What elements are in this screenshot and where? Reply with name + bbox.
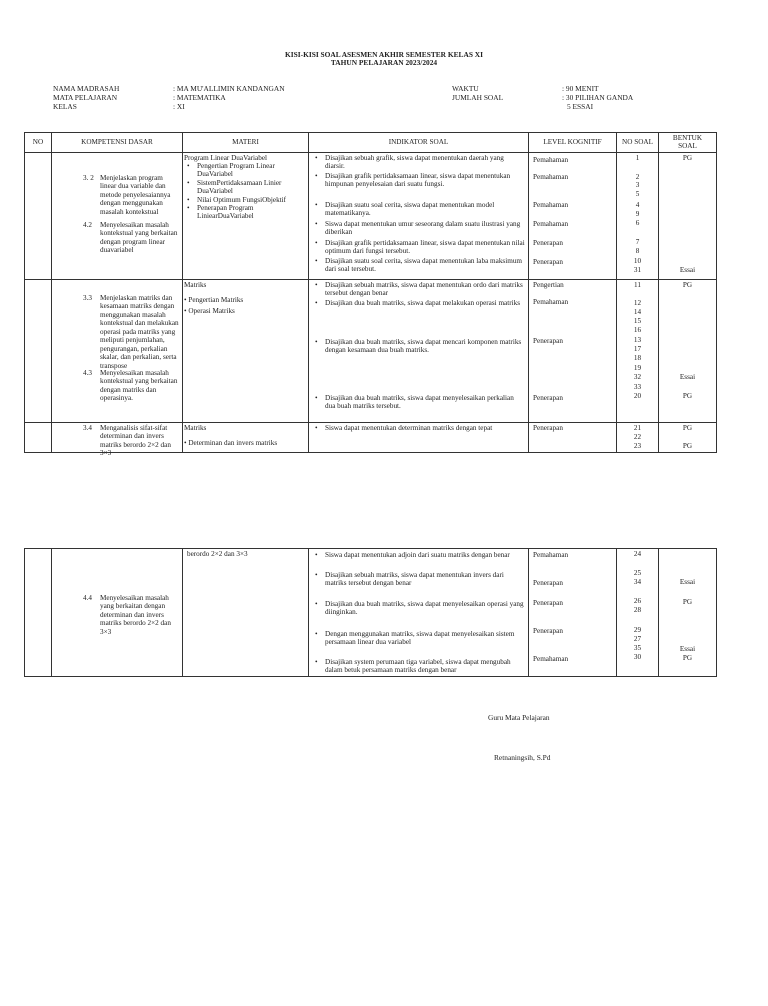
- no-soal: 16: [633, 326, 642, 334]
- signature-role: Guru Mata Pelajaran: [488, 713, 550, 722]
- indikator-item: • Disajikan dua buah matriks, siswa dapat menyelesaikan operasi yang diinginkan.: [325, 600, 525, 617]
- level-text: Pemahaman: [533, 551, 569, 559]
- no-soal: 35: [633, 644, 642, 652]
- no-soal: 25: [633, 569, 642, 577]
- bentuk-soal: PG: [682, 654, 693, 662]
- indikator-item: • Disajikan suatu soal cerita, siswa dapat menentukan laba maksimum dari soal tersebut.: [325, 257, 525, 274]
- kd-number: 4.2: [83, 221, 92, 229]
- level-text: Pemahaman: [533, 173, 569, 181]
- kd-number: 4.3: [83, 369, 92, 377]
- kisi-kisi-table-continued: [24, 548, 717, 677]
- no-soal: 9: [635, 210, 640, 218]
- no-soal: 13: [633, 336, 642, 344]
- value-jumlah-soal: : 30 PILIHAN GANDA: [562, 93, 634, 102]
- materi-text: berordo 2×2 dan 3×3: [187, 550, 248, 558]
- table-row: [25, 153, 717, 280]
- indikator-item: • Siswa dapat menentukan determinan matriks dengan tepat: [325, 424, 525, 432]
- kd-number: 3. 2: [83, 174, 94, 182]
- bentuk-soal: Essai: [679, 266, 696, 274]
- no-soal: 8: [635, 247, 640, 255]
- col-header-no-soal: NO SOAL: [617, 133, 659, 153]
- indikator-item: • Disajikan dua buah matriks, siswa dapat mencari komponen matriks dengan kesamaan dua buah matriks.: [325, 338, 529, 355]
- bentuk-soal: Essai: [679, 578, 696, 586]
- indikator-item: • Siswa dapat menentukan umur seseorang dalam suatu ilustrasi yang diberikan: [325, 220, 525, 237]
- materi-title: Matriks: [184, 424, 207, 432]
- kd-number: 3.3: [83, 294, 92, 302]
- level-text: Penerapan: [533, 599, 563, 607]
- indikator-item: • Dengan menggunakan matriks, siswa dapat menyelesaikan sistem persamaan linear dua variabel: [325, 630, 525, 647]
- kd-text: Menjelaskan program linear dua variable dan metode penyelesaiannya dengan menggunakan masalah kontekstual: [100, 174, 171, 216]
- label-jumlah-soal: JUMLAH SOAL: [452, 93, 504, 102]
- no-soal: 22: [633, 433, 642, 441]
- indikator-item: • Disajikan system perumaan tiga variabel, siswa dapat mengubah dalam betuk persamaan matriks dengan benar: [325, 658, 525, 675]
- value-jumlah-essai: 5 ESSAI: [567, 102, 594, 111]
- no-soal: 27: [633, 635, 642, 643]
- level-text: Pemahaman: [533, 156, 569, 164]
- materi-item: • Nilai Optimum FungsiObjektif: [197, 196, 305, 204]
- col-header-indikator-soal: INDIKATOR SOAL: [309, 133, 529, 153]
- kd-text: Menjelaskan matriks dan kesamaan matriks dengan menggunakan masalah kontekstual dan melakukan operasi pada matriks yang meliputi penjumlahan, pengurangan, perkalian skalar, dan perkalian, serta transpose: [100, 294, 179, 370]
- level-text: Pemahaman: [533, 655, 569, 663]
- table-row: [25, 423, 717, 453]
- document-subtitle: TAHUN PELAJARAN 2023/2024: [330, 58, 438, 67]
- no-soal: 33: [633, 383, 642, 391]
- materi-item: • Pengertian Matriks: [184, 296, 243, 304]
- no-soal: 17: [633, 345, 642, 353]
- level-text: Penerapan: [533, 424, 563, 432]
- level-text: Pemahaman: [533, 201, 569, 209]
- col-header-bentuk-soal: BENTUK SOAL: [659, 133, 717, 153]
- value-nama-madrasah: : MA MU'ALLIMIN KANDANGAN: [173, 84, 285, 93]
- level-text: Penerapan: [533, 579, 563, 587]
- bentuk-soal: PG: [682, 392, 693, 400]
- indikator-item: • Disajikan sebuah grafik, siswa dapat menentukan daerah yang diarsir.: [325, 154, 525, 171]
- level-text: Pemahaman: [533, 220, 569, 228]
- materi-title: Matriks: [184, 281, 207, 289]
- level-text: Penerapan: [533, 258, 563, 266]
- no-soal: 28: [633, 606, 642, 614]
- bentuk-soal: Essai: [679, 645, 696, 653]
- no-soal: 23: [633, 442, 642, 450]
- no-soal: 18: [633, 354, 642, 362]
- kd-text: Menyelesaikan masalah kontekstual yang berkaitan dengan matriks dan operasinya.: [100, 369, 178, 403]
- no-soal: 12: [633, 299, 642, 307]
- bentuk-soal: Essai: [679, 373, 696, 381]
- no-soal: 14: [633, 308, 642, 316]
- no-soal: 31: [633, 266, 642, 274]
- kd-number: 3.4: [83, 424, 92, 432]
- materi-item: • Determinan dan invers matriks: [184, 439, 277, 447]
- indikator-item: • Disajikan suatu soal cerita, siswa dapat menentukan model matematikanya.: [325, 201, 525, 218]
- col-header-level-kognitif: LEVEL KOGNITIF: [529, 133, 617, 153]
- level-text: Pengertian: [533, 281, 564, 289]
- materi-item: • Penerapan Program LiniearDuaVariabel: [197, 204, 305, 221]
- no-soal: 24: [633, 550, 642, 558]
- no-soal: 6: [635, 219, 640, 227]
- no-soal: 34: [633, 578, 642, 586]
- no-soal: 30: [633, 653, 642, 661]
- indikator-item: • Disajikan grafik pertidaksamaan linear, siswa dapat menentukan himpunan penyelesaian dari suatu fungsi.: [325, 172, 525, 189]
- no-soal: 26: [633, 597, 642, 605]
- label-nama-madrasah: NAMA MADRASAH: [53, 84, 120, 93]
- no-soal: 15: [633, 317, 642, 325]
- no-soal: 3: [635, 181, 640, 189]
- bentuk-soal: PG: [682, 154, 693, 162]
- level-text: Penerapan: [533, 337, 563, 345]
- indikator-item: • Siswa dapat menentukan adjoin dari suatu matriks dengan benar: [325, 551, 525, 559]
- indikator-item: • Disajikan sebuah matriks, siswa dapat menentukan ordo dari matriks tersebut dengan benar: [325, 281, 525, 298]
- no-soal: 2: [635, 173, 640, 181]
- no-soal: 21: [633, 424, 642, 432]
- col-header-kompetensi-dasar: KOMPETENSI DASAR: [52, 133, 183, 153]
- no-soal: 29: [633, 626, 642, 634]
- no-soal: 32: [633, 373, 642, 381]
- indikator-item: • Disajikan dua buah matriks, siswa dapat melakukan operasi matriks: [325, 299, 525, 307]
- table-row: [25, 549, 717, 677]
- bentuk-soal: PG: [682, 424, 693, 432]
- level-text: Penerapan: [533, 394, 563, 402]
- bentuk-soal: PG: [682, 281, 693, 289]
- value-waktu: : 90 MENIT: [562, 84, 599, 93]
- kd-text: Menyelesaikan masalah yang berkaitan dengan determinan dan invers matriks berordo 2×2 dan 3×3: [100, 594, 171, 636]
- no-soal: 4: [635, 201, 640, 209]
- value-mata-pelajaran: : MATEMATIKA: [173, 93, 226, 102]
- level-text: Pemahaman: [533, 298, 569, 306]
- col-header-no: NO: [25, 133, 52, 153]
- label-mata-pelajaran: MATA PELAJARAN: [53, 93, 118, 102]
- materi-item: • SistemPertidaksamaan Linier DuaVariabel: [197, 179, 305, 196]
- value-kelas: : XI: [173, 102, 185, 111]
- label-kelas: KELAS: [53, 102, 77, 111]
- level-text: Penerapan: [533, 239, 563, 247]
- indikator-item: • Disajikan sebuah matriks, siswa dapat menentukan invers dari matriks tersebut dengan benar: [325, 571, 525, 588]
- kd-number: 4.4: [83, 594, 92, 602]
- indikator-item: • Disajikan grafik pertidaksamaan linear, siswa dapat menentukan nilai optimum dari fungsi tersebut.: [325, 239, 525, 256]
- table-header-row: [25, 133, 717, 153]
- materi-item: • Pengertian Program Linear DuaVariabel: [197, 162, 305, 179]
- col-header-materi: MATERI: [183, 133, 309, 153]
- materi-title: Program Linear DuaVariabel: [184, 154, 268, 162]
- no-soal: 7: [635, 238, 640, 246]
- kd-text: Menyelesaikan masalah kontekstual yang berkaitan dengan program linear duavariabel: [100, 221, 178, 255]
- level-text: Penerapan: [533, 627, 563, 635]
- no-soal: 5: [635, 190, 640, 198]
- no-soal: 10: [633, 257, 642, 265]
- bentuk-soal: PG: [682, 598, 693, 606]
- label-waktu: WAKTU: [452, 84, 479, 93]
- table-row: [25, 280, 717, 423]
- no-soal: 20: [633, 392, 642, 400]
- bentuk-soal: PG: [682, 442, 693, 450]
- kisi-kisi-table: [24, 132, 717, 458]
- no-soal: 1: [635, 154, 640, 162]
- no-soal: 19: [633, 364, 642, 372]
- indikator-item: • Disajikan dua buah matriks, siswa dapat menyelesaikan perkalian dua buah matriks tersebut.: [325, 394, 525, 411]
- materi-item: • Operasi Matriks: [184, 307, 235, 315]
- signature-name: Retnaningsih, S.Pd: [494, 753, 551, 762]
- kd-text: Menganalisis sifat-sifat determinan dan invers matriks berordo 2×2 dan 3×3: [100, 424, 171, 458]
- no-soal: 11: [634, 281, 641, 289]
- document-title: KISI-KISI SOAL ASESMEN AKHIR SEMESTER KELAS XI: [285, 50, 483, 59]
